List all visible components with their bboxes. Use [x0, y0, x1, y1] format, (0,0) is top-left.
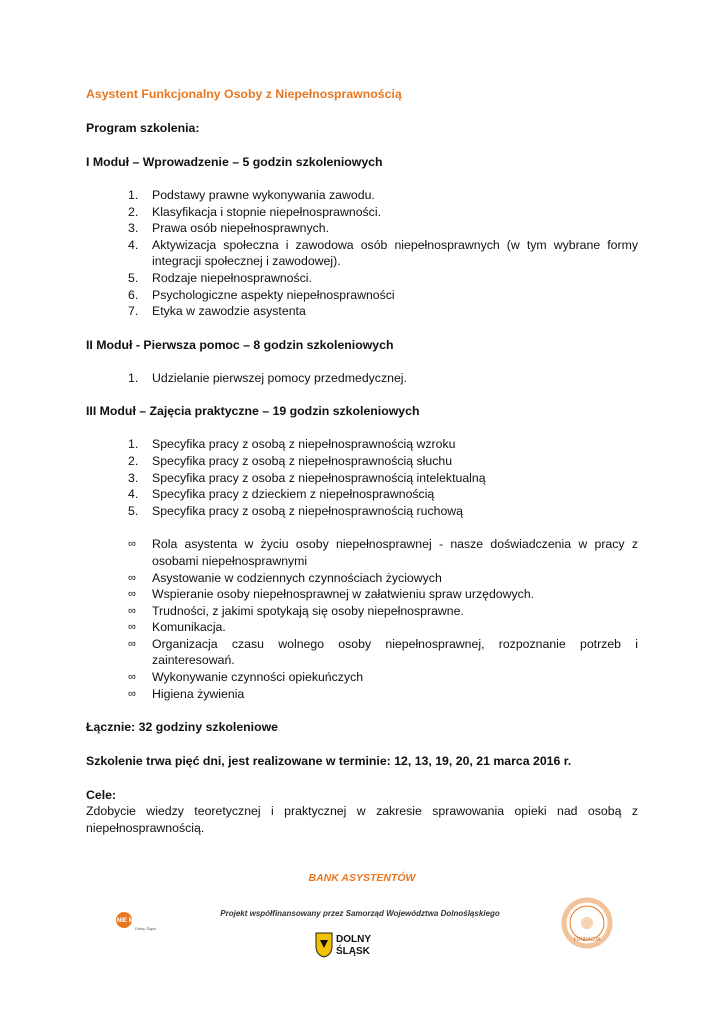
list-item: [86, 453, 638, 470]
bullet-item: [86, 586, 638, 603]
module3-bullets: [86, 536, 638, 702]
list-item-text: Aktywizacja społeczna i zawodowa osób niepełnosprawnych (w tym wybrane formy integracji społecznej i zawodowej).: [152, 237, 638, 269]
list-item: [86, 204, 638, 221]
list-item: [86, 187, 638, 204]
infinity-bullet-icon: ∞: [128, 621, 136, 634]
project-text: Projekt współfinansowany przez Samorząd Województwa Dolnośląskiego: [220, 909, 500, 918]
fundacja-seal-logo: [561, 897, 613, 949]
bullet-item: [86, 570, 638, 587]
program-heading: Program szkolenia:: [86, 121, 200, 135]
list-item-number: 4.: [128, 237, 139, 252]
list-item: [86, 237, 638, 270]
infinity-bullet-icon: ∞: [128, 637, 136, 650]
list-item-number: 2.: [128, 204, 139, 219]
bullet-item: [86, 536, 638, 569]
list-item: [86, 287, 638, 304]
dolny-slask-logo: [314, 930, 384, 958]
logo-right-text: FUNDACJA: [573, 937, 601, 943]
module2-list: [86, 370, 638, 387]
list-item-text: Specyfika pracy z osoba z niepełnosprawnością intelektualną: [152, 470, 486, 485]
document-title: Asystent Funkcjonalny Osoby z Niepełnosprawnością: [86, 87, 402, 101]
module1-list: [86, 187, 638, 320]
bullet-item-text: Higiena żywienia: [152, 686, 245, 701]
bullet-item: [86, 603, 638, 620]
schedule: Szkolenie trwa pięć dni, jest realizowane w terminie: 12, 13, 19, 20, 21 marca 2016 r.: [86, 754, 572, 769]
infinity-bullet-icon: ∞: [128, 687, 136, 700]
logo-left-text: NIE MA BARIER: [117, 918, 163, 924]
bullet-item-text: Komunikacja.: [152, 620, 226, 635]
list-item-text: Rodzaje niepełnosprawności.: [152, 270, 312, 285]
list-item-text: Specyfika pracy z osobą z niepełnosprawnością słuchu: [152, 453, 453, 468]
list-item-text: Specyfika pracy z osobą z niepełnosprawnością wzroku: [152, 437, 456, 452]
infinity-bullet-icon: ∞: [128, 588, 136, 601]
list-item-number: 7.: [128, 304, 139, 319]
bullet-item: [86, 636, 638, 669]
total-hours: Łącznie: 32 godziny szkoleniowe: [86, 720, 279, 735]
bullet-item: [86, 619, 638, 636]
list-item-number: 2.: [128, 453, 139, 468]
list-item: [86, 303, 638, 320]
list-item-number: 1.: [128, 370, 139, 385]
list-item-text: Psychologiczne aspekty niepełnosprawności: [152, 287, 395, 302]
nie-ma-barier-logo: [115, 908, 167, 934]
bullet-item: [86, 686, 638, 703]
list-item-text: Udzielanie pierwszej pomocy przedmedycznej.: [152, 370, 407, 385]
infinity-bullet-icon: ∞: [128, 604, 136, 617]
list-item-number: 5.: [128, 270, 139, 285]
list-item-number: 3.: [128, 470, 139, 485]
bullet-item-text: Wykonywanie czynności opiekuńczych: [152, 670, 364, 685]
list-item: [86, 220, 638, 237]
module3-list: [86, 436, 638, 519]
bullet-item: [86, 669, 638, 686]
document-body: [86, 86, 638, 836]
list-item-number: 4.: [128, 487, 139, 502]
list-item: [86, 270, 638, 287]
list-item-number: 3.: [128, 221, 139, 236]
logo-center-line2: ŚLĄSK: [336, 946, 370, 957]
list-item-number: 1.: [128, 437, 139, 452]
list-item-text: Specyfika pracy z dzieckiem z niepełnosprawnością: [152, 487, 435, 502]
module3-heading: III Moduł – Zajęcia praktyczne – 19 godzin szkoleniowych: [86, 404, 420, 419]
module1-heading: I Moduł – Wprowadzenie – 5 godzin szkoleniowych: [86, 155, 383, 169]
bullet-item-text: Rola asystenta w życiu osoby niepełnosprawnej - nasze doświadczenia w pracy z osobami niepełnosprawnymi: [152, 537, 638, 568]
infinity-bullet-icon: ∞: [128, 538, 136, 551]
list-item-number: 1.: [128, 188, 139, 202]
list-item-text: Prawa osób niepełnosprawnych.: [152, 221, 330, 236]
goals-text: Zdobycie wiedzy teoretycznej i praktycznej w zakresie sprawowania opieki nad osobą z niepełnosprawnością.: [86, 804, 638, 835]
list-item-text: Specyfika pracy z osobą z niepełnosprawnością ruchową: [152, 503, 464, 518]
list-item-number: 6.: [128, 287, 139, 302]
list-item-text: Etyka w zawodzie asystenta: [152, 304, 306, 319]
bullet-item-text: Trudności, z jakimi spotykają się osoby niepełnosprawne.: [152, 603, 464, 618]
bullet-item-text: Asystowanie w codziennych czynnościach życiowych: [152, 570, 442, 585]
logo-center-line1: DOLNY: [336, 934, 371, 945]
footer-title: BANK ASYSTENTÓW: [308, 872, 416, 884]
module2-heading: II Moduł - Pierwsza pomoc – 8 godzin szkoleniowych: [86, 337, 394, 352]
list-item: [86, 486, 638, 503]
logo-left-subtext: Dolny Śląsk: [135, 926, 157, 931]
list-item: [86, 436, 638, 453]
list-item-text: Klasyfikacja i stopnie niepełnosprawności.: [152, 204, 381, 219]
list-item: [86, 470, 638, 487]
bullet-item-text: Wspieranie osoby niepełnosprawnej w załatwieniu spraw urzędowych.: [152, 587, 535, 602]
list-item-text: Podstawy prawne wykonywania zawodu.: [152, 188, 375, 202]
goals-heading: Cele:: [86, 788, 117, 803]
infinity-bullet-icon: ∞: [128, 571, 136, 584]
bullet-item-text: Organizacja czasu wolnego osoby niepełnosprawnej, rozpoznanie potrzeb i zainteresowań.: [152, 636, 638, 668]
list-item: [86, 370, 638, 387]
list-item: [86, 503, 638, 520]
infinity-bullet-icon: ∞: [128, 671, 136, 684]
list-item-number: 5.: [128, 503, 139, 518]
